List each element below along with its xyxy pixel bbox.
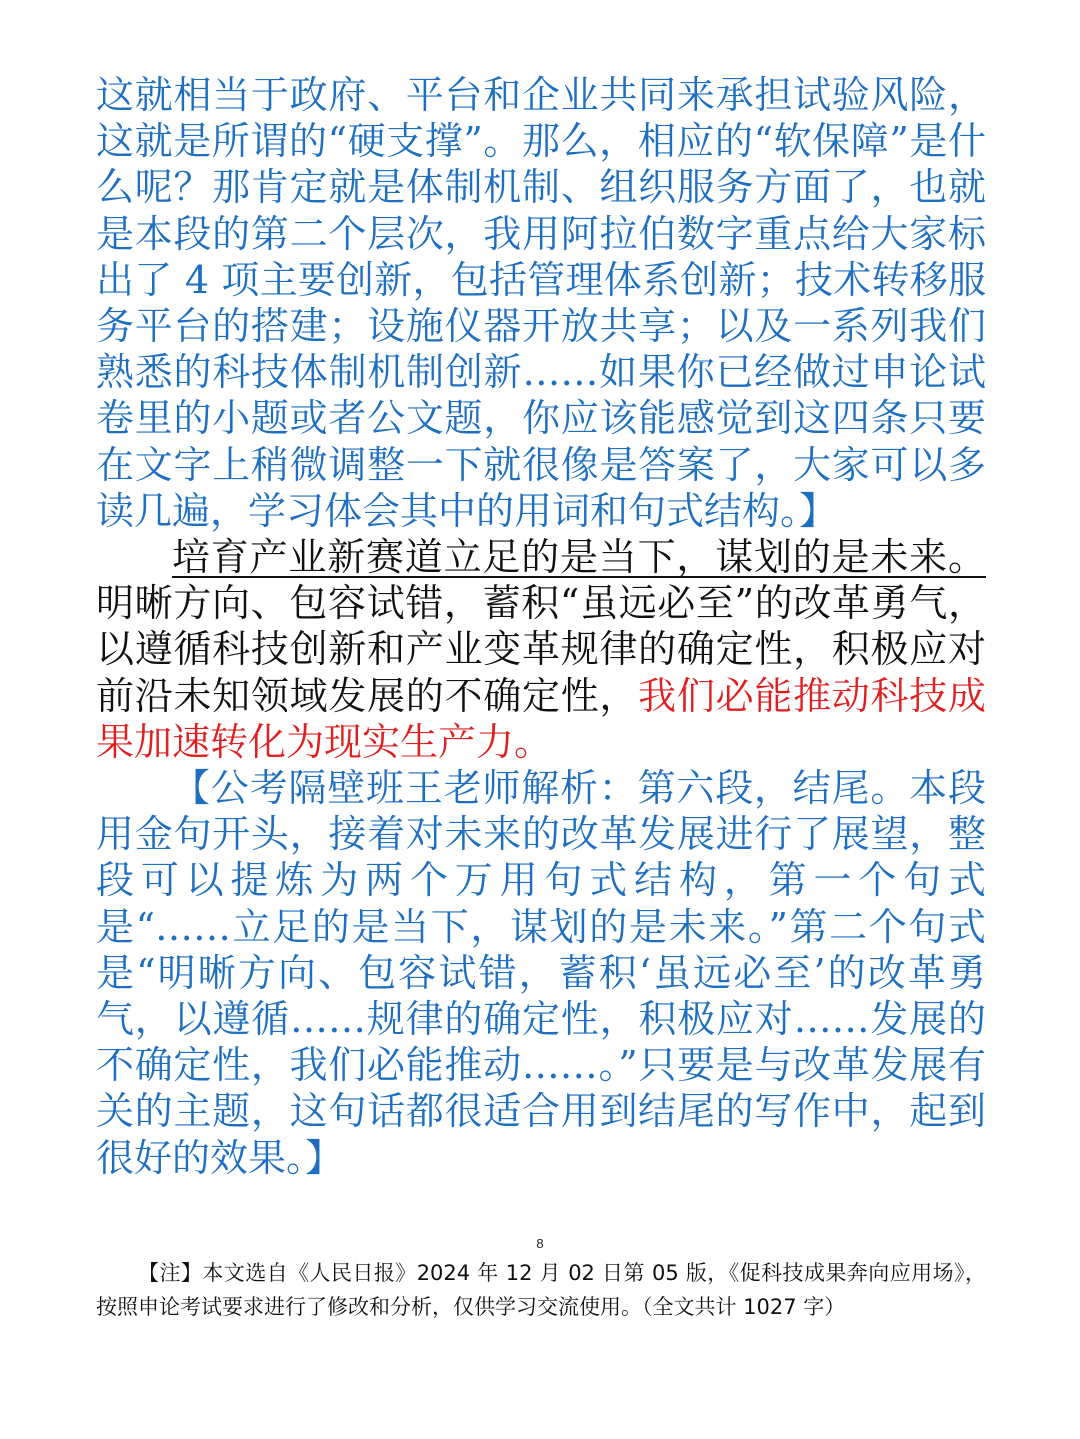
- analysis-paragraph-continued: [96, 72, 986, 534]
- analysis-text: 【公考隔壁班王老师解析：第六段，结尾。本段用金句开头，接着对未来的改革发展进行了展望，整段可以提炼为两个万用句式结构，第一个句式是“……立足的是当下，谋划的是未来。”第二个句式是“明晰方向、包容试错，蓄积‘虽远必至’的改革勇气，以遵循……规律的确定性，积极应对……发展的不确定性，我们必能推动……。”只要是与改革发展有关的主题，这句话都很适合用到结尾的写作中，起到很好的效果。】: [96, 766, 986, 1180]
- analysis-paragraph-six: [96, 765, 986, 1181]
- article-paragraph-six: [96, 534, 986, 765]
- article-body-text: 明晰方向、包容试错，蓄积“虽远必至”的改革勇气，以遵循科技创新和产业变革规律的确定性，积极应对前沿未知领域发展的不确定性，: [96, 581, 986, 718]
- red-emphasis-text: 我们必能推动科技成果加速转化为现实生产力。: [96, 673, 986, 764]
- article-body: [96, 72, 986, 1181]
- analysis-text: 这就相当于政府、平台和企业共同来承担试验风险，这就是所谓的“硬支撑”。那么，相应的“软保障”是什么呢？那肯定就是体制机制、组织服务方面了，也就是本段的第二个层次，我用阿拉伯数字重点给大家标出了 4 项主要创新，包括管理体系创新；技术转移服务平台的搭建；设施仪器开放共享；以及一系列我们熟悉的科技体制机制创新……如果你已经做过申论试卷里的小题或者公文题，你应该能感觉到这四条只要在文字上稍微调整一下就很像是答案了，大家可以多读几遍，学习体会其中的用词和句式结构。】: [96, 73, 986, 533]
- source-note: 【注】本文选自《人民日报》2024 年 12 月 02 日第 05 版，《促科技成果奔向应用场》，按照申论考试要求进行了修改和分析，仅供学习交流使用。（全文共计 1027 字）: [96, 1261, 986, 1319]
- page-number: 8: [536, 1236, 544, 1251]
- underlined-golden-sentence: 培育产业新赛道立足的是当下，谋划的是未来。: [172, 535, 986, 580]
